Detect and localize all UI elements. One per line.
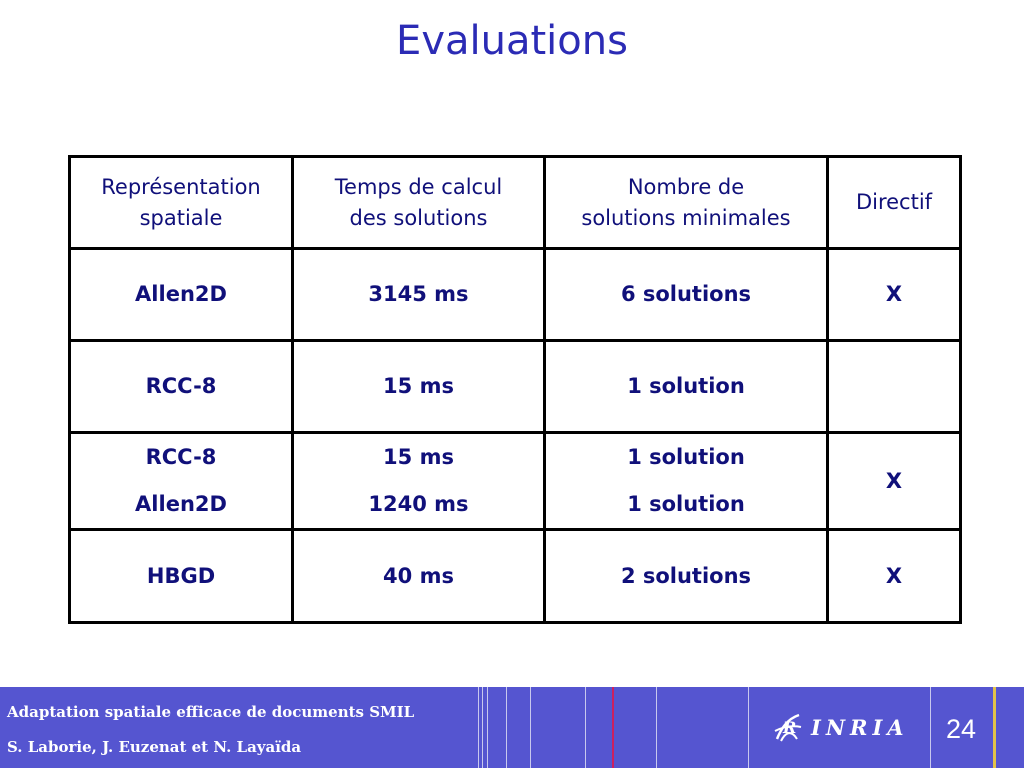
cell-directif (828, 341, 961, 433)
cell-line: Allen2D (135, 492, 227, 516)
footer-divider (506, 687, 507, 768)
cell-representation (70, 249, 293, 341)
cell-nombre (545, 433, 828, 530)
cell-line: 2 solutions (620, 563, 752, 588)
cell-directif (828, 530, 961, 623)
cell-nombre (545, 530, 828, 623)
slide-footer (0, 687, 1024, 768)
cell-line: 6 solutions (620, 282, 752, 306)
footer-authors: S. Laborie, J. Euzenat et N. Layaïda (7, 738, 302, 756)
cell-line: Allen2D (135, 282, 227, 306)
cell-directif (828, 433, 961, 530)
cell-temps (293, 433, 545, 530)
footer-divider (993, 687, 996, 768)
footer-divider (585, 687, 586, 768)
footer-divider (530, 687, 531, 768)
cell-line: 3145 ms (368, 282, 469, 306)
header-line: des solutions (349, 205, 488, 230)
header-temps (293, 157, 545, 249)
cell-line: 15 ms (383, 445, 454, 469)
inria-logo-text: INRIA (811, 715, 909, 740)
header-directif (828, 157, 961, 249)
cell-directif (828, 249, 961, 341)
cell-line: X (885, 563, 903, 588)
cell-line: X (885, 468, 903, 493)
cell-line: 1 solution (627, 374, 745, 398)
header-representation (70, 157, 293, 249)
footer-divider (487, 687, 488, 768)
page-number: 24 (946, 714, 977, 744)
table-row (70, 530, 961, 623)
footer-divider (748, 687, 749, 768)
cell-nombre (545, 249, 828, 341)
cell-nombre (545, 341, 828, 433)
header-line: solutions minimales (581, 205, 791, 230)
header-line: Représentation (101, 174, 261, 199)
svg-text:R: R (783, 718, 797, 737)
header-line: Nombre de (627, 174, 745, 199)
cell-line: 40 ms (383, 563, 454, 588)
footer-divider (930, 687, 931, 768)
table-header-row (70, 157, 961, 249)
footer-divider (656, 687, 657, 768)
table-row (70, 249, 961, 341)
inria-logo (773, 711, 913, 743)
table-row (70, 341, 961, 433)
footer-divider (482, 687, 483, 768)
header-line: spatiale (139, 205, 223, 230)
slide-title: Evaluations (396, 18, 628, 64)
cell-representation (70, 433, 293, 530)
footer-divider (612, 687, 614, 768)
cell-line: RCC-8 (145, 445, 217, 469)
evaluation-table (68, 155, 962, 624)
cell-temps (293, 530, 545, 623)
cell-representation (70, 530, 293, 623)
footer-divider (478, 687, 479, 768)
cell-line: RCC-8 (145, 374, 217, 398)
header-line: Temps de calcul (334, 174, 503, 199)
inria-logo-mark-icon (773, 711, 803, 743)
cell-line: 15 ms (383, 374, 454, 398)
cell-temps (293, 249, 545, 341)
cell-line: 1 solution (627, 445, 745, 469)
cell-line: HBGD (146, 563, 216, 588)
cell-line: X (885, 282, 903, 306)
header-line: Directif (855, 190, 933, 214)
table-row (70, 433, 961, 530)
header-nombre (545, 157, 828, 249)
footer-title: Adaptation spatiale efficace de documents SMIL (7, 703, 415, 721)
cell-line: 1240 ms (368, 492, 469, 516)
cell-line: 1 solution (627, 492, 745, 516)
cell-representation (70, 341, 293, 433)
cell-temps (293, 341, 545, 433)
